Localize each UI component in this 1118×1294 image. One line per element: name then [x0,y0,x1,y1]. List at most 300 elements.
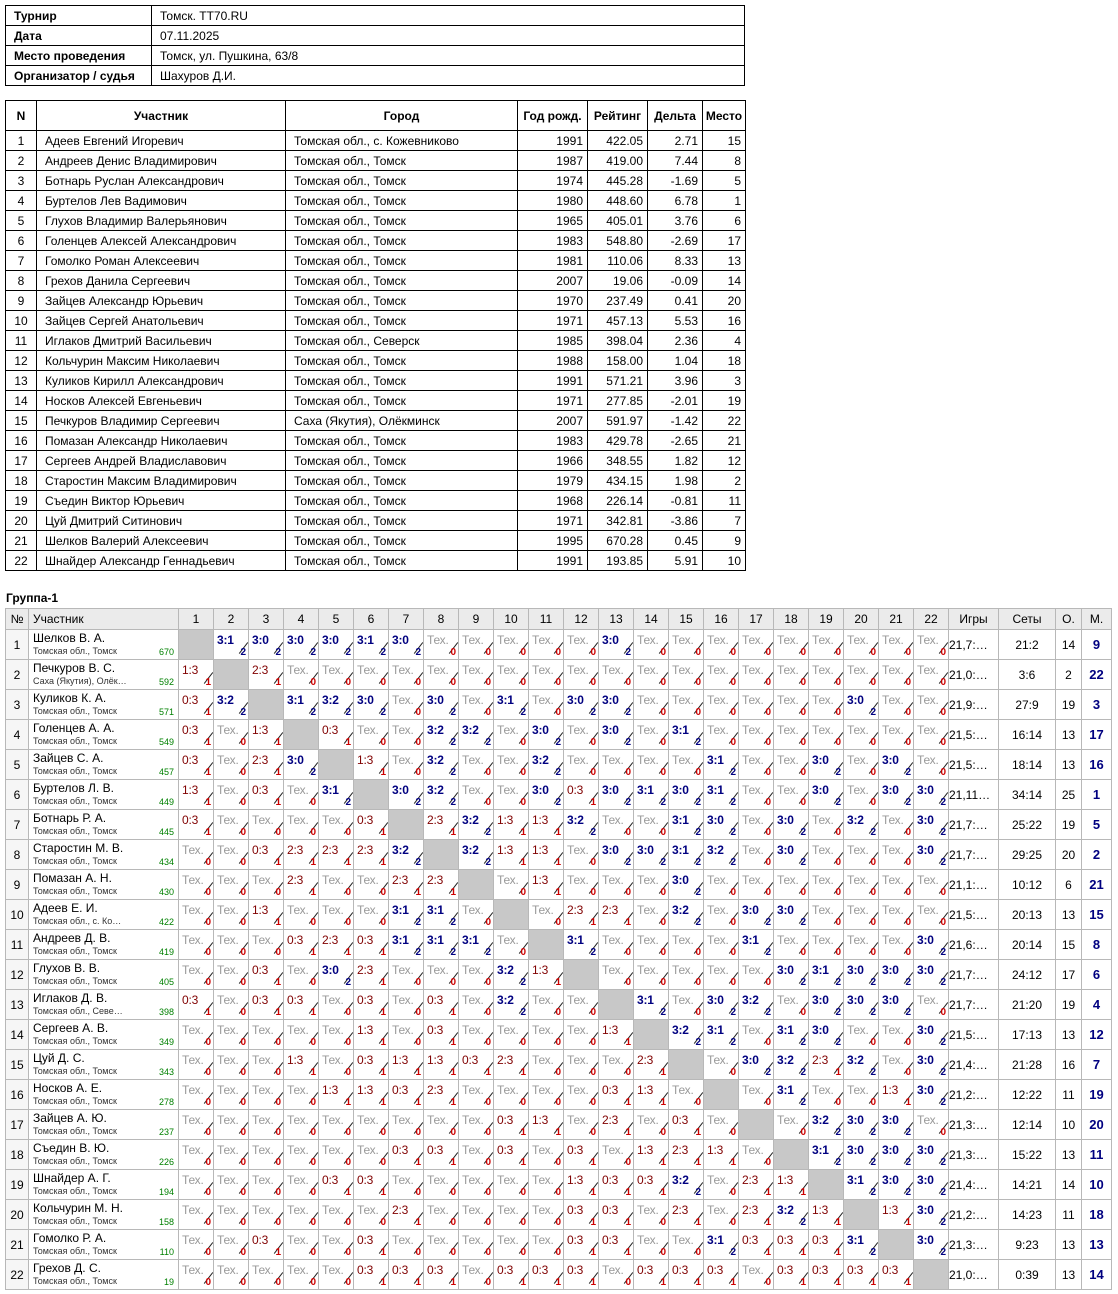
place: 14 [703,271,746,291]
score: 0:3 [637,1263,654,1277]
player-cell [29,900,179,930]
score: 3:0 [917,963,934,977]
result-cell [599,1080,634,1110]
birth-year: 1965 [518,211,588,231]
header-place: М. [1082,609,1112,630]
match-points: 0 [835,647,841,658]
score: 1:3 [532,843,549,857]
score: 3:2 [392,843,409,857]
result-cell [809,930,844,960]
result-cell [634,1140,669,1170]
score: 3:2 [567,813,584,827]
result-cell [214,930,249,960]
score: Тех. [672,1083,694,1097]
result-cell [214,750,249,780]
points-total: 17 [1056,960,1082,990]
result-cell [494,1230,529,1260]
player-name: Шнайдер А. Г. [33,1171,111,1185]
player-cell [29,660,179,690]
score: 2:3 [812,1053,829,1067]
player-city: Томская обл., Томск [33,1126,117,1136]
participant-row [6,551,746,571]
self-cell [249,690,284,720]
score: Тех. [287,963,309,977]
result-cell [214,1140,249,1170]
result-cell [354,900,389,930]
result-cell [459,690,494,720]
score: 2:3 [357,963,374,977]
match-points: 0 [695,977,701,988]
score: Тех. [427,633,449,647]
player-cell [29,870,179,900]
matrix-row [6,750,1112,780]
row-number: 14 [6,1020,29,1050]
score: 3:0 [847,1113,864,1127]
score: 1:3 [357,1023,374,1037]
score: 2:3 [602,1113,619,1127]
result-cell [319,810,354,840]
match-points: 0 [310,1037,316,1048]
score: Тех. [252,1263,274,1277]
result-cell [669,1170,704,1200]
score: Тех. [462,1083,484,1097]
match-points: 2 [800,917,806,928]
player-name: Ботнарь Р. А. [33,811,107,825]
header-opponent-13: 13 [599,609,634,630]
player-rating: 670 [158,647,174,657]
score: 3:0 [392,633,409,647]
match-points: 0 [730,1067,736,1078]
match-points: 2 [940,1187,946,1198]
result-cell [634,660,669,690]
score: 1:3 [322,1083,339,1097]
match-points: 0 [625,677,631,688]
score: 3:0 [777,903,794,917]
participant-name: Цуй Дмитрий Ситинович [37,511,286,531]
score: Тех. [392,723,414,737]
score: Тех. [392,693,414,707]
sets-total: 9:23 [999,1230,1056,1260]
result-cell [599,780,634,810]
result-cell [599,630,634,660]
score: 2:3 [322,843,339,857]
match-points: 1 [275,737,281,748]
score: 3:0 [637,843,654,857]
result-cell [424,1080,459,1110]
score: Тех. [602,873,624,887]
score: Тех. [847,903,869,917]
games-total: 21,5:… [949,900,999,930]
score: 0:3 [182,813,199,827]
score: Тех. [532,693,554,707]
score: Тех. [707,1203,729,1217]
games-total: 21,9:… [949,690,999,720]
match-points: 0 [730,707,736,718]
participant-number: 22 [6,551,37,571]
match-points: 1 [590,1187,596,1198]
score: Тех. [287,663,309,677]
match-points: 2 [800,1097,806,1108]
score: Тех. [217,1053,239,1067]
participant-city: Саха (Якутия), Олёкминск [286,411,518,431]
result-cell [319,960,354,990]
match-points: 2 [380,707,386,718]
score: 3:1 [392,903,409,917]
matrix-row [6,630,1112,660]
player-name: Андреев Д. В. [33,931,111,945]
score: 0:3 [672,1113,689,1127]
match-points: 0 [905,947,911,958]
score: Тех. [812,843,834,857]
match-points: 0 [765,797,771,808]
result-cell [354,1200,389,1230]
result-cell [879,780,914,810]
match-points: 1 [415,1277,421,1288]
final-place: 19 [1082,1080,1112,1110]
score: 3:2 [812,1113,829,1127]
score: 2:3 [287,843,304,857]
result-cell [529,960,564,990]
match-points: 0 [800,707,806,718]
match-points: 0 [730,1187,736,1198]
self-cell [844,1200,879,1230]
birth-year: 1974 [518,171,588,191]
match-points: 0 [485,1217,491,1228]
result-cell [459,1170,494,1200]
match-points: 2 [450,737,456,748]
score: 0:3 [322,1173,339,1187]
points-total: 20 [1056,840,1082,870]
score: Тех. [182,1203,204,1217]
final-place: 10 [1082,1170,1112,1200]
result-cell [424,780,459,810]
match-points: 0 [485,797,491,808]
result-cell [599,1140,634,1170]
result-cell [354,690,389,720]
participant-name: Зайцев Сергей Анатольевич [37,311,286,331]
match-points: 0 [205,977,211,988]
score: Тех. [602,753,624,767]
match-points: 2 [835,767,841,778]
match-points: 1 [310,857,316,868]
result-cell [914,990,949,1020]
result-cell [564,1050,599,1080]
match-points: 2 [520,1007,526,1018]
result-cell [179,1140,214,1170]
result-cell [459,1200,494,1230]
score: Тех. [392,1233,414,1247]
self-cell [914,1260,949,1290]
match-points: 0 [415,1187,421,1198]
score: Тех. [707,933,729,947]
score: 3:1 [672,813,689,827]
score: Тех. [637,903,659,917]
result-cell [529,870,564,900]
score: Тех. [322,1143,344,1157]
score: 3:0 [602,843,619,857]
score: Тех. [497,663,519,677]
match-points: 0 [415,977,421,988]
result-cell [844,630,879,660]
score: Тех. [392,963,414,977]
score: 3:1 [847,1233,864,1247]
participant-city: Томская обл., Томск [286,311,518,331]
match-points: 0 [485,677,491,688]
result-cell [494,870,529,900]
match-points: 0 [905,707,911,718]
match-points: 2 [240,647,246,658]
points-total: 11 [1056,1080,1082,1110]
match-points: 0 [800,1127,806,1138]
match-points: 2 [660,1007,666,1018]
match-points: 1 [450,1097,456,1108]
match-points: 0 [590,1127,596,1138]
score: 3:0 [602,783,619,797]
match-points: 1 [555,857,561,868]
score: Тех. [182,843,204,857]
match-points: 1 [660,1067,666,1078]
score: Тех. [532,663,554,677]
result-cell [494,690,529,720]
score: Тех. [462,663,484,677]
participant-city: Томская обл., Томск [286,551,518,571]
result-cell [249,900,284,930]
score: Тех. [287,1173,309,1187]
player-city: Томская обл., Томск [33,1096,117,1106]
place: 15 [703,131,746,151]
score: Тех. [812,813,834,827]
participant-row [6,471,746,491]
score: Тех. [497,1083,519,1097]
score: Тех. [672,993,694,1007]
match-points: 0 [240,767,246,778]
result-cell [564,840,599,870]
result-cell [249,630,284,660]
result-cell [879,990,914,1020]
match-points: 1 [380,1067,386,1078]
score: Тех. [217,1113,239,1127]
match-points: 0 [485,707,491,718]
score: 3:1 [637,993,654,1007]
info-row [6,6,745,26]
participant-number: 2 [6,151,37,171]
match-points: 0 [940,707,946,718]
info-label: Организатор / судья [6,66,152,86]
result-cell [389,660,424,690]
result-cell [879,1140,914,1170]
delta: -0.09 [648,271,703,291]
result-cell [914,1200,949,1230]
participant-number: 3 [6,171,37,191]
result-cell [284,960,319,990]
score: Тех. [252,1143,274,1157]
score: 1:3 [182,783,199,797]
player-city: Томская обл., с. Ко… [33,916,122,926]
match-points: 2 [450,767,456,778]
participant-city: Томская обл., Томск [286,191,518,211]
result-cell [809,840,844,870]
score: Тех. [917,693,939,707]
match-points: 1 [905,1217,911,1228]
score: Тех. [287,1233,309,1247]
participant-city: Томская обл., Томск [286,471,518,491]
match-points: 1 [275,977,281,988]
result-cell [459,1050,494,1080]
score: Тех. [777,693,799,707]
match-points: 2 [870,1007,876,1018]
column-header: Год рожд. [518,101,588,131]
match-points: 0 [835,857,841,868]
match-points: 2 [940,827,946,838]
sets-total: 15:22 [999,1140,1056,1170]
score: Тех. [602,963,624,977]
match-points: 2 [800,977,806,988]
participant-number: 8 [6,271,37,291]
player-city: Томская обл., Томск [33,946,117,956]
result-cell [214,720,249,750]
games-total: 21,2:… [949,1200,999,1230]
participant-city: Томская обл., Томск [286,491,518,511]
result-cell [564,630,599,660]
match-points: 0 [765,1277,771,1288]
match-points: 1 [625,917,631,928]
final-place: 5 [1082,810,1112,840]
result-cell [179,690,214,720]
match-points: 0 [450,977,456,988]
result-cell [214,1260,249,1290]
points-total: 16 [1056,1050,1082,1080]
match-points: 2 [240,707,246,718]
match-points: 1 [415,1217,421,1228]
birth-year: 2007 [518,271,588,291]
score: 3:0 [777,963,794,977]
player-rating: 398 [158,1007,174,1017]
result-cell [809,1140,844,1170]
rating: 429.78 [588,431,648,451]
score: Тех. [252,1053,274,1067]
score: 3:0 [847,1143,864,1157]
column-header: Дельта [648,101,703,131]
matrix-row [6,1170,1112,1200]
result-cell [389,1200,424,1230]
score: Тех. [847,663,869,677]
match-points: 1 [275,677,281,688]
match-points: 0 [520,677,526,688]
result-cell [319,1110,354,1140]
score: 3:0 [357,693,374,707]
score: 3:0 [917,1203,934,1217]
score: 2:3 [392,873,409,887]
score: Тех. [742,663,764,677]
result-cell [249,1200,284,1230]
score: 3:2 [672,1023,689,1037]
match-points: 1 [380,857,386,868]
score: 2:3 [567,903,584,917]
sets-total: 24:12 [999,960,1056,990]
result-cell [634,1050,669,1080]
score: Тех. [707,693,729,707]
player-city: Томская обл., Томск [33,1246,117,1256]
birth-year: 1983 [518,231,588,251]
score: 2:3 [427,873,444,887]
result-cell [809,720,844,750]
header-opponent-22: 22 [914,609,949,630]
result-cell [179,660,214,690]
result-cell [459,1110,494,1140]
score: 3:0 [777,813,794,827]
info-value: Шахуров Д.И. [152,66,745,86]
player-rating: 449 [158,797,174,807]
match-points: 1 [450,1157,456,1168]
score: Тех. [567,1053,589,1067]
birth-year: 1971 [518,511,588,531]
result-cell [844,810,879,840]
row-number: 21 [6,1230,29,1260]
match-points: 1 [205,1007,211,1018]
result-cell [389,720,424,750]
score: Тех. [287,1113,309,1127]
match-points: 1 [205,797,211,808]
result-cell [179,870,214,900]
participant-city: Томская обл., Томск [286,371,518,391]
match-points: 0 [800,947,806,958]
score: 3:1 [707,1233,724,1247]
rating: 422.05 [588,131,648,151]
result-cell [529,1050,564,1080]
score: Тех. [392,1023,414,1037]
match-points: 1 [275,1007,281,1018]
result-cell [494,1080,529,1110]
score: Тех. [847,873,869,887]
match-points: 0 [765,827,771,838]
result-cell [599,930,634,960]
match-points: 2 [870,1247,876,1258]
match-points: 0 [905,1037,911,1048]
score: 3:0 [882,1143,899,1157]
player-city: Томская обл., Томск [33,796,117,806]
header-opponent-10: 10 [494,609,529,630]
points-total: 13 [1056,750,1082,780]
result-cell [634,630,669,660]
score: Тех. [287,1143,309,1157]
score: Тех. [672,963,694,977]
result-cell [389,1140,424,1170]
result-cell [704,720,739,750]
match-points: 2 [870,1187,876,1198]
score: Тех. [427,1203,449,1217]
column-header: Участник [37,101,286,131]
score: Тех. [252,933,274,947]
result-cell [424,1110,459,1140]
match-points: 0 [310,1217,316,1228]
match-points: 0 [730,677,736,688]
match-points: 0 [730,947,736,958]
participant-row [6,371,746,391]
header-opponent-20: 20 [844,609,879,630]
match-points: 0 [415,677,421,688]
header-points: О. [1056,609,1082,630]
birth-year: 1985 [518,331,588,351]
match-points: 2 [625,737,631,748]
match-points: 1 [415,1097,421,1108]
score: 1:3 [182,663,199,677]
result-cell [354,1260,389,1290]
score: Тех. [217,783,239,797]
score: Тех. [602,1263,624,1277]
score: Тех. [182,1263,204,1277]
score: 3:0 [322,633,339,647]
match-points: 0 [275,1127,281,1138]
